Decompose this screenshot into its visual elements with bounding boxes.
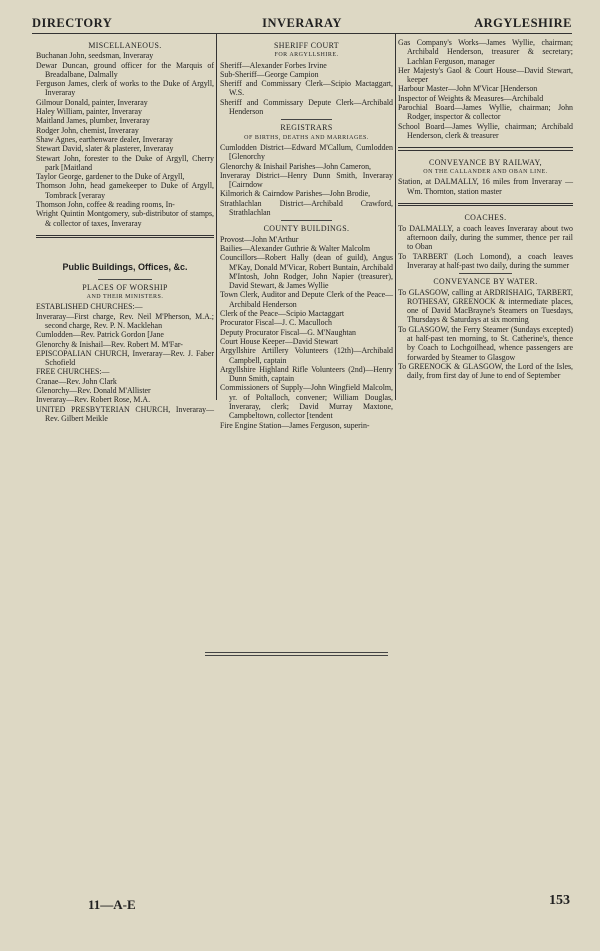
entry: Gilmour Donald, painter, Inveraray bbox=[36, 97, 148, 107]
entry: Inspector of Weights & Measures—Archibald bbox=[398, 93, 544, 103]
public-buildings-title: Public Buildings, Offices, &c. bbox=[62, 262, 188, 273]
section-title-sheriff: SHERIFF COURT bbox=[273, 41, 339, 50]
entry: Shaw Agnes, earthenware dealer, Inveraray bbox=[36, 134, 173, 144]
misc-list bbox=[36, 51, 214, 228]
entry: Bailies—Alexander Guthrie & Walter Malcolm bbox=[220, 243, 370, 253]
entry: Councillors—Robert Hally (dean of guild), Angus M'Kay, Donald M'Vicar, Robert Buntain, Archibald M'Intosh, John Rodger, John Napier (treasurer), David Stewart, & James Wyllie bbox=[220, 253, 393, 291]
entry: Station, at DALMALLY, 16 miles from Inveraray —Wm. Thornton, station master bbox=[398, 177, 573, 196]
header-center: INVERARAY bbox=[262, 16, 342, 30]
header-right: ARGYLESHIRE bbox=[474, 16, 572, 30]
entry: Cumlodden—Rev. Patrick Gordon [Jane bbox=[36, 330, 164, 340]
short-rule bbox=[459, 273, 512, 274]
header-rule bbox=[32, 33, 572, 34]
entry: Thomson John, head gamekeeper to Duke of Argyll, Tombrack [veraray bbox=[36, 181, 214, 200]
worship-list bbox=[36, 302, 214, 423]
water-list bbox=[398, 288, 573, 381]
entry: To GLASGOW, calling at ARDRISHAIG, TARBERT, ROTHESAY, GREENOCK & intermediate places, one of David MacBrayne's Steamers on Tuesdays, Thursdays & Saturdays at six morning bbox=[398, 287, 573, 325]
page-header bbox=[32, 16, 572, 32]
section-title-miscellaneous: MISCELLANEOUS. bbox=[88, 41, 162, 50]
entry: Argyllshire Artillery Volunteers (12th)—Archibald Campbell, captain bbox=[220, 346, 393, 365]
section-title-registrars: REGISTRARS bbox=[280, 123, 333, 133]
registrars-list bbox=[220, 143, 393, 217]
section-subtitle-railway: ON THE CALLANDER AND OBAN LINE. bbox=[423, 169, 548, 176]
entry: Deputy Procurator Fiscal—G. M'Naughtan bbox=[220, 327, 356, 337]
entry: Harbour Master—John M'Vicar [Henderson bbox=[398, 84, 538, 94]
column-3 bbox=[398, 38, 573, 381]
section-separator bbox=[398, 147, 573, 151]
section-separator bbox=[398, 203, 573, 207]
entry: Sheriff and Commissary Clerk—Scipio Mactaggart, W.S. bbox=[220, 79, 393, 98]
railway-list bbox=[398, 177, 573, 196]
entry: Provost—John M'Arthur bbox=[220, 234, 299, 244]
signature-mark: 11—A-E bbox=[88, 897, 136, 912]
entry: Thomson John, coffee & reading rooms, In- bbox=[36, 200, 175, 210]
entry: Maitland James, plumber, Inveraray bbox=[36, 116, 150, 126]
entry: Glenorchy & Inishail Parishes—John Cameron, bbox=[220, 161, 371, 171]
entry: Fire Engine Station—James Ferguson, superin- bbox=[220, 420, 370, 430]
entry: ESTABLISHED CHURCHES:— bbox=[36, 302, 143, 312]
entry: Stewart David, slater & plasterer, Inveraray bbox=[36, 144, 174, 154]
entry: Court House Keeper—David Stewart bbox=[220, 336, 339, 346]
short-rule bbox=[281, 119, 333, 120]
section-title-coaches: COACHES. bbox=[464, 213, 507, 223]
section-subtitle-registrars: OF BIRTHS, DEATHS AND MARRIAGES. bbox=[244, 134, 369, 141]
entry: Procurator Fiscal—J. C. Maculloch bbox=[220, 318, 332, 328]
entry: Glenorchy—Rev. Donald M'Allister bbox=[36, 386, 151, 395]
entry: School Board—James Wyllie, chairman; Archibald Henderson, clerk & treasurer bbox=[398, 121, 573, 140]
short-rule bbox=[281, 220, 333, 221]
entry: Cranae—Rev. John Clark bbox=[36, 376, 117, 386]
section-subtitle-sheriff: FOR ARGYLLSHIRE. bbox=[274, 52, 339, 59]
section-title-county: COUNTY BUILDINGS. bbox=[263, 224, 350, 234]
section-separator bbox=[36, 235, 214, 239]
entry: Clerk of the Peace—Scipio Mactaggart bbox=[220, 309, 345, 319]
section-title-water: CONVEYANCE BY WATER. bbox=[433, 277, 538, 287]
entry: To TARBERT (Loch Lomond), a coach leaves Inveraray at half-past two daily, during the summer bbox=[398, 251, 573, 270]
entry: EPISCOPALIAN CHURCH, Inveraray—Rev. J. Faber Schofield bbox=[36, 348, 214, 368]
entry: Her Majesty's Gaol & Court House—David Stewart, keeper bbox=[398, 65, 573, 85]
column-divider bbox=[216, 34, 217, 400]
entry: Argyllshire Highland Rifle Volunteers (2nd)—Henry Dunn Smith, captain bbox=[220, 364, 393, 384]
entry: Kilmorich & Cairndow Parishes—John Brodie, bbox=[220, 189, 371, 199]
entry: Parochial Board—James Wyllie, chairman; John Rodger, inspector & collector bbox=[398, 103, 573, 122]
entry: Wright Quintin Montgomery, sub-distributor of stamps, & collector of taxes, Inveraray bbox=[36, 209, 214, 228]
header-left: DIRECTORY bbox=[32, 16, 113, 30]
sheriff-list bbox=[220, 61, 393, 117]
entry: Inveraray District—Henry Dunn Smith, Inveraray [Cairndow bbox=[220, 170, 393, 190]
column-2 bbox=[220, 38, 393, 430]
entry: Ferguson James, clerk of works to the Duke of Argyll, Inveraray bbox=[36, 79, 214, 98]
short-rule bbox=[98, 279, 151, 280]
entry: Inveraray—Rev. Robert Rose, M.A. bbox=[36, 395, 151, 405]
entry: FREE CHURCHES:— bbox=[36, 367, 110, 377]
col3-top-list bbox=[398, 38, 573, 140]
entry: Buchanan John, seedsman, Inveraray bbox=[36, 51, 154, 61]
county-list bbox=[220, 235, 393, 430]
entry: To GLASGOW, the Ferry Steamer (Sundays excepted) at half-past ten morning, to St. Catherine's, thence by Coach to Lochgoilhead, whence passengers are forwarded by Steamer to Glasgow bbox=[398, 324, 573, 362]
entry: To DALMALLY, a coach leaves Inveraray about two afternoon daily, during the summer, thence per rail to Oban bbox=[398, 223, 573, 252]
entry: Town Clerk, Auditor and Depute Clerk of the Peace—Archibald Henderson bbox=[220, 290, 393, 309]
page-number: 153 bbox=[549, 893, 570, 908]
entry: Cumlodden District—Edward M'Callum, Cumlodden [Glenorchy bbox=[220, 142, 393, 162]
entry: To GREENOCK & GLASGOW, the Lord of the Isles, daily, from first day of June to end of September bbox=[398, 361, 573, 381]
entry: Sheriff and Commissary Depute Clerk—Archibald Henderson bbox=[220, 97, 393, 117]
entry: Gas Company's Works—James Wyllie, chairman; Archibald Henderson, treasurer & secretary; Lachlan Ferguson, manager bbox=[398, 38, 573, 66]
entry: Sheriff—Alexander Forbes Irvine bbox=[220, 60, 327, 70]
entry: Dewar Duncan, ground officer for the Marquis of Breadalbane, Dalmally bbox=[36, 60, 214, 79]
entry: Stewart John, forester to the Duke of Argyll, Cherry park [Maitland bbox=[36, 153, 214, 172]
entry: Commissioners of Supply—John Wingfield Malcolm, yr. of Poltalloch, convener; William Douglas, Inveraray, clerk; David Murray Maxtone, Campbeltown, collector [tendent bbox=[220, 383, 393, 421]
entry: Inveraray—First charge, Rev. Neil M'Pherson, M.A.; second charge, Rev. P. N. Macklehan bbox=[36, 311, 214, 330]
section-subtitle-worship: AND THEIR MINISTERS. bbox=[86, 294, 164, 301]
bottom-rule bbox=[205, 652, 388, 656]
column-divider bbox=[395, 34, 396, 400]
entry: Haley William, painter, Inveraray bbox=[36, 107, 142, 117]
coaches-list bbox=[398, 224, 573, 270]
entry: Strathlachlan District—Archibald Crawford, Strathlachlan bbox=[220, 198, 393, 218]
entry: UNITED PRESBYTERIAN CHURCH, Inveraray—Rev. Gilbert Meikle bbox=[36, 404, 214, 423]
entry: Sub-Sheriff—George Campion bbox=[220, 69, 319, 79]
column-1 bbox=[36, 38, 214, 423]
section-title-worship: PLACES OF WORSHIP bbox=[82, 282, 168, 292]
entry: Rodger John, chemist, Inveraray bbox=[36, 125, 139, 135]
entry: Taylor George, gardener to the Duke of Argyll, bbox=[36, 172, 185, 182]
section-title-railway: CONVEYANCE BY RAILWAY, bbox=[429, 157, 542, 167]
entry: Glenorchy & Inishail—Rev. Robert M. M'Far- bbox=[36, 339, 183, 349]
